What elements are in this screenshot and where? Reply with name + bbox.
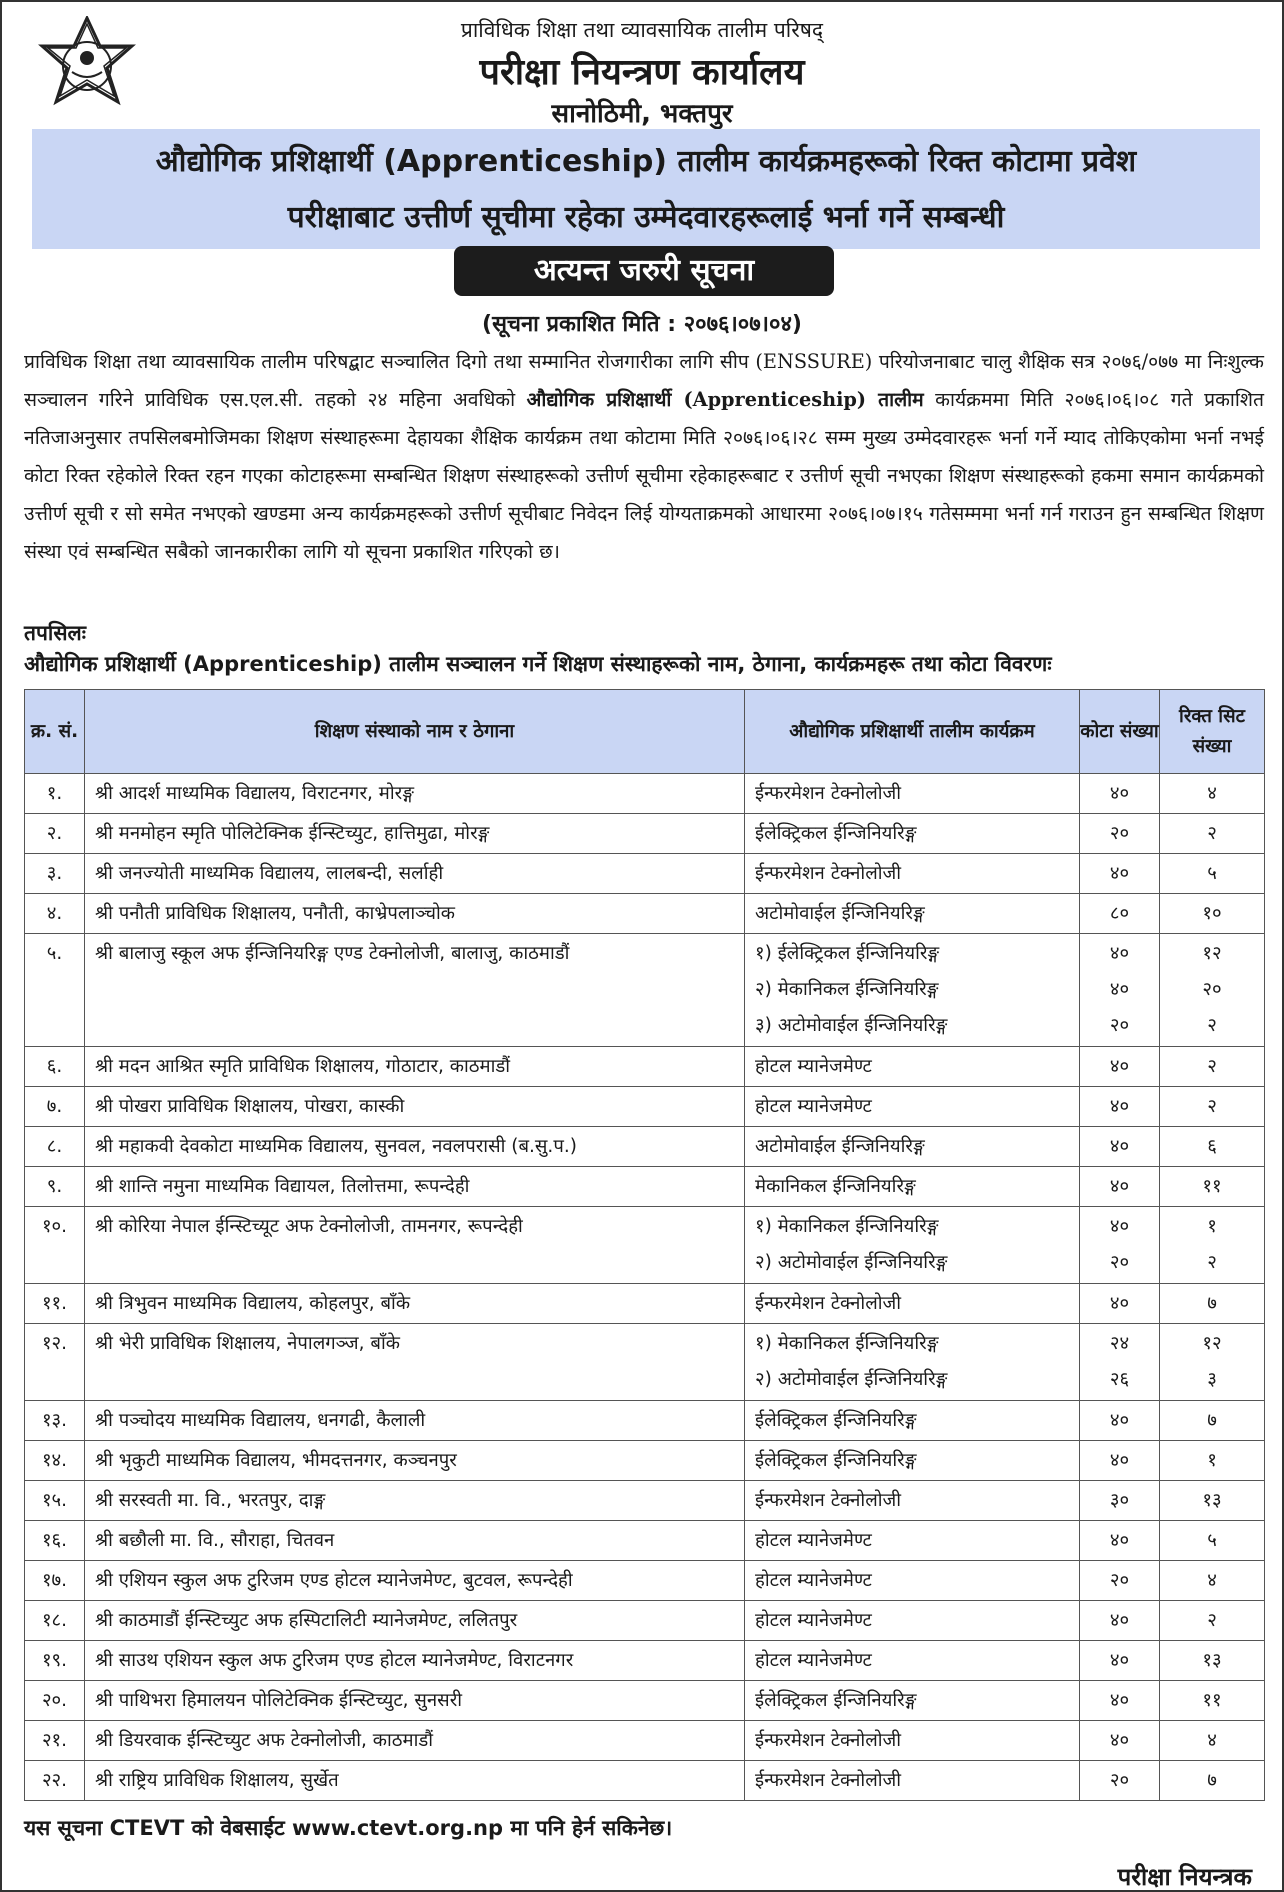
cell-sn: १८.	[25, 1601, 85, 1641]
cell-program	[745, 814, 1080, 854]
cell-quota	[1080, 894, 1160, 934]
cell-sn: १४.	[25, 1441, 85, 1481]
cell-vacant	[1160, 1521, 1265, 1561]
cell-sn: ८.	[25, 1127, 85, 1167]
cell-quota-item: ४०	[1109, 863, 1130, 884]
cell-quota	[1080, 1047, 1160, 1087]
cell-program	[745, 1047, 1080, 1087]
cell-program	[745, 1284, 1080, 1324]
cell-vacant	[1160, 1481, 1265, 1521]
cell-sn: २१.	[25, 1721, 85, 1761]
paragraph-bold: औद्योगिक प्रशिक्षार्थी (Apprenticeship) तालीम	[526, 388, 924, 411]
cell-vacant-item: ४	[1207, 1730, 1217, 1751]
cell-program	[745, 854, 1080, 894]
cell-vacant-item: २	[1207, 1610, 1217, 1631]
tapasil-label: तपसिलः	[24, 621, 87, 645]
cell-vacant-item: ११	[1202, 1176, 1222, 1197]
cell-vacant-item: १३	[1202, 1490, 1222, 1511]
org-subtitle: प्राविधिक शिक्षा तथा व्यावसायिक तालीम परिषद्	[460, 18, 824, 42]
cell-sn: २०.	[25, 1681, 85, 1721]
cell-vacant	[1160, 1324, 1265, 1401]
cell-institution: श्री भेरी प्राविधिक शिक्षालय, नेपालगञ्ज, बाँके	[85, 1324, 745, 1401]
org-address: सानोठिमी, भक्तपुर	[551, 99, 733, 129]
cell-sn: ६.	[25, 1047, 85, 1087]
cell-vacant	[1160, 934, 1265, 1047]
cell-program	[745, 1207, 1080, 1284]
cell-institution: श्री डियरवाक ईन्स्टिच्युट अफ टेक्नोलोजी, काठमाडौं	[85, 1721, 745, 1761]
cell-program-item: मेकानिकल ईन्जिनियरिङ्ग	[755, 1176, 916, 1197]
cell-quota-item: २०	[1109, 1015, 1130, 1036]
cell-quota	[1080, 1127, 1160, 1167]
cell-quota-item: ४०	[1109, 1056, 1130, 1077]
website-note: यस सूचना CTEVT को वेबसाईट www.ctevt.org.np मा पनि हेर्न सकिनेछ।	[24, 1816, 673, 1840]
cell-vacant	[1160, 1127, 1265, 1167]
cell-quota-item: २०	[1109, 1770, 1130, 1791]
cell-sn: २२.	[25, 1761, 85, 1801]
cell-program-item: होटल म्यानेजमेण्ट	[755, 1056, 872, 1077]
cell-quota-item: ४०	[1109, 1530, 1130, 1551]
cell-quota	[1080, 1481, 1160, 1521]
cell-program-item: ईन्फरमेशन टेक्नोलोजी	[755, 783, 902, 804]
cell-vacant	[1160, 1087, 1265, 1127]
cell-institution: श्री महाकवी देवकोटा माध्यमिक विद्यालय, सुनवल, नवलपरासी (ब.सु.प.)	[85, 1127, 745, 1167]
cell-quota-item: ४०	[1109, 1730, 1130, 1751]
cell-program-item: १) मेकानिकल ईन्जिनियरिङ्ग	[755, 1216, 939, 1237]
cell-vacant-item: ६	[1207, 1136, 1217, 1157]
cell-quota	[1080, 1641, 1160, 1681]
cell-vacant	[1160, 1681, 1265, 1721]
cell-vacant	[1160, 1167, 1265, 1207]
cell-quota-item: ४०	[1109, 1216, 1130, 1237]
cell-vacant-item: १३	[1202, 1650, 1222, 1671]
cell-program-item: अटोमोवाईल ईन्जिनियरिङ्ग	[755, 903, 925, 924]
cell-institution: श्री पञ्चोदय माध्यमिक विद्यालय, धनगढी, कैलाली	[85, 1401, 745, 1441]
cell-vacant-item: ४	[1207, 1570, 1217, 1591]
cell-program-item: ईन्फरमेशन टेक्नोलोजी	[755, 1490, 902, 1511]
cell-program	[745, 1681, 1080, 1721]
cell-vacant-item: ३	[1207, 1369, 1217, 1390]
table-row	[25, 1681, 1265, 1721]
cell-quota-item: ४०	[1109, 943, 1130, 964]
cell-quota	[1080, 1721, 1160, 1761]
cell-vacant	[1160, 1284, 1265, 1324]
cell-program-item: अटोमोवाईल ईन्जिनियरिङ्ग	[755, 1136, 925, 1157]
table-heading: औद्योगिक प्रशिक्षार्थी (Apprenticeship) तालीम सञ्चालन गर्ने शिक्षण संस्थाहरूको नाम, ठेगाना, कार्यक्रमहरू तथा कोटा विवरणः	[24, 652, 1052, 676]
cell-vacant	[1160, 894, 1265, 934]
col-header-vacant: रिक्त सिट संख्या	[1160, 690, 1265, 774]
cell-vacant	[1160, 1601, 1265, 1641]
cell-quota-item: ४०	[1109, 1096, 1130, 1117]
cell-vacant-item: ७	[1207, 1410, 1217, 1431]
notice-paragraph	[24, 343, 1264, 571]
cell-quota-item: ४०	[1109, 783, 1130, 804]
cell-quota	[1080, 1761, 1160, 1801]
cell-vacant-item: ११	[1202, 1690, 1222, 1711]
cell-quota-item: ४०	[1109, 1450, 1130, 1471]
cell-institution: श्री पाथिभरा हिमालयन पोलिटेक्निक ईन्स्टिच्युट, सुनसरी	[85, 1681, 745, 1721]
table-row	[25, 1521, 1265, 1561]
cell-vacant	[1160, 1641, 1265, 1681]
cell-vacant-item: १२	[1202, 1333, 1222, 1354]
cell-program	[745, 1441, 1080, 1481]
cell-program	[745, 1127, 1080, 1167]
cell-quota-item: २०	[1109, 1252, 1130, 1273]
cell-vacant-item: २०	[1202, 979, 1222, 1000]
table-row	[25, 894, 1265, 934]
cell-vacant-item: २	[1207, 1096, 1217, 1117]
cell-institution: श्री भृकुटी माध्यमिक विद्यालय, भीमदत्तनगर, कञ्चनपुर	[85, 1441, 745, 1481]
cell-program-item: ३) अटोमोवाईल ईन्जिनियरिङ्ग	[755, 1015, 948, 1036]
table-row	[25, 1401, 1265, 1441]
cell-institution: श्री साउथ एशियन स्कुल अफ टुरिजम एण्ड होटल म्यानेजमेण्ट, विराटनगर	[85, 1641, 745, 1681]
cell-quota	[1080, 1681, 1160, 1721]
cell-sn: ७.	[25, 1087, 85, 1127]
col-header-quota: कोटा संख्या	[1080, 690, 1160, 774]
cell-quota	[1080, 814, 1160, 854]
cell-program	[745, 774, 1080, 814]
table-row	[25, 1087, 1265, 1127]
table-body	[25, 774, 1265, 1801]
cell-institution: श्री शान्ति नमुना माध्यमिक विद्यायल, तिलोत्तमा, रूपन्देही	[85, 1167, 745, 1207]
signature: परीक्षा नियन्त्रक	[1117, 1863, 1252, 1891]
publish-date: (सूचना प्रकाशित मिति : २०७६।०७।०४)	[482, 312, 802, 337]
cell-program	[745, 1324, 1080, 1401]
table-row	[25, 934, 1265, 1047]
cell-program-item: होटल म्यानेजमेण्ट	[755, 1530, 872, 1551]
cell-quota-item: ४०	[1109, 1293, 1130, 1314]
paragraph-part-2: कार्यक्रममा मिति २०७६।०६।०८ गते प्रकाशित नतिजाअनुसार तपसिलबमोजिमका शिक्षण संस्थाहरूमा देहायका शैक्षिक कार्यक्रम तथा कोटामा मिति २०७६।०६।२८ सम्म मुख्य उम्मेदवारहरू भर्ना गर्ने म्याद तोकिएकोमा भर्ना नभई कोटा रिक्त रहेकोले रिक्त रहन गएका कोटाहरूमा सम्बन्धित शिक्षण संस्थाहरूको उत्तीर्ण सूचीमा रहेकाहरूबाट र उत्तीर्ण सूची नभएका शिक्षण संस्थाहरूको हकमा समान कार्यक्रमको उत्तीर्ण सूची र सो समेत नभएको खण्डमा अन्य कार्यक्रमहरूको उत्तीर्ण सूचीबाट निवेदन लिई योग्यताक्रमको आधारमा २०७६।०७।१५ गतेसम्ममा भर्ना गर्न गराउन हुन सम्बन्धित शिक्षण संस्था एवं सम्बन्धित सबैको जानकारीका लागि यो सूचना प्रकाशित गरिएको छ।	[24, 388, 1265, 563]
cell-quota-item: ४०	[1109, 1650, 1130, 1671]
cell-quota-item: ८०	[1109, 903, 1130, 924]
institution-table	[24, 689, 1265, 1801]
table-header-row	[25, 690, 1265, 774]
cell-sn: ४.	[25, 894, 85, 934]
cell-vacant	[1160, 1721, 1265, 1761]
cell-program-item: १) ईलेक्ट्रिकल ईन्जिनियरिङ्ग	[755, 943, 940, 964]
table-row	[25, 1047, 1265, 1087]
cell-program-item: २) अटोमोवाईल ईन्जिनियरिङ्ग	[755, 1369, 948, 1390]
cell-institution: श्री बछौली मा. वि., सौराहा, चितवन	[85, 1521, 745, 1561]
cell-quota	[1080, 1601, 1160, 1641]
cell-vacant	[1160, 854, 1265, 894]
cell-program-item: ईलेक्ट्रिकल ईन्जिनियरिङ्ग	[755, 1450, 917, 1471]
cell-institution: श्री जनज्योती माध्यमिक विद्यालय, लालबन्दी, सर्लाही	[85, 854, 745, 894]
cell-program	[745, 1561, 1080, 1601]
cell-program-item: २) अटोमोवाईल ईन्जिनियरिङ्ग	[755, 1252, 948, 1273]
cell-quota	[1080, 1284, 1160, 1324]
cell-institution: श्री मनमोहन स्मृति पोलिटेक्निक ईन्स्टिच्युट, हात्तिमुढा, मोरङ्ग	[85, 814, 745, 854]
cell-quota	[1080, 1167, 1160, 1207]
cell-program-item: ईलेक्ट्रिकल ईन्जिनियरिङ्ग	[755, 823, 917, 844]
cell-vacant	[1160, 1441, 1265, 1481]
cell-vacant	[1160, 1401, 1265, 1441]
cell-quota-item: ४०	[1109, 1136, 1130, 1157]
paragraph-part-1: प्राविधिक शिक्षा तथा व्यावसायिक तालीम परिषद्बाट सञ्चालित दिगो तथा सम्मानित रोजगारीका लागि सीप (ENSSURE) परियोजनाबाट चालु शैक्षिक सत्र २०७६/०७७ मा निःशुल्क सञ्चालन गरिने प्राविधिक एस.एल.सी. तहको २४ महिना अवधिको	[24, 350, 1264, 411]
urgent-notice-label: अत्यन्त जरुरी सूचना	[454, 246, 834, 296]
cell-sn: १३.	[25, 1401, 85, 1441]
cell-vacant-item: १	[1207, 1216, 1217, 1237]
cell-program	[745, 1601, 1080, 1641]
cell-quota-item: २६	[1109, 1369, 1130, 1390]
cell-program	[745, 934, 1080, 1047]
table-row	[25, 1601, 1265, 1641]
cell-quota	[1080, 1087, 1160, 1127]
cell-vacant-item: २	[1207, 1015, 1217, 1036]
cell-program-item: ईलेक्ट्रिकल ईन्जिनियरिङ्ग	[755, 1690, 917, 1711]
table-row	[25, 1641, 1265, 1681]
cell-vacant	[1160, 774, 1265, 814]
cell-program-item: होटल म्यानेजमेण्ट	[755, 1570, 872, 1591]
table-row	[25, 1324, 1265, 1401]
cell-sn: १९.	[25, 1641, 85, 1681]
org-title: परीक्षा नियन्त्रण कार्यालय	[479, 52, 805, 93]
table-row	[25, 1127, 1265, 1167]
cell-institution: श्री राष्ट्रिय प्राविधिक शिक्षालय, सुर्खेत	[85, 1761, 745, 1801]
cell-institution: श्री कोरिया नेपाल ईन्स्टिच्यूट अफ टेक्नोलोजी, तामनगर, रूपन्देही	[85, 1207, 745, 1284]
cell-quota-item: ४०	[1109, 1176, 1130, 1197]
cell-program	[745, 1641, 1080, 1681]
cell-vacant-item: २	[1207, 1252, 1217, 1273]
cell-quota	[1080, 934, 1160, 1047]
cell-vacant	[1160, 814, 1265, 854]
cell-institution: श्री बालाजु स्कूल अफ ईन्जिनियरिङ्ग एण्ड टेक्नोलोजी, बालाजु, काठमाडौं	[85, 934, 745, 1047]
table-row	[25, 814, 1265, 854]
cell-program-item: होटल म्यानेजमेण्ट	[755, 1096, 872, 1117]
table-row	[25, 1481, 1265, 1521]
cell-sn: १०.	[25, 1207, 85, 1284]
cell-vacant	[1160, 1761, 1265, 1801]
table-row	[25, 1561, 1265, 1601]
cell-quota-item: ४०	[1109, 979, 1130, 1000]
cell-vacant-item: २	[1207, 823, 1217, 844]
table-row	[25, 1441, 1265, 1481]
cell-vacant-item: १०	[1202, 903, 1222, 924]
table-row	[25, 1167, 1265, 1207]
cell-vacant-item: २	[1207, 1056, 1217, 1077]
cell-quota	[1080, 774, 1160, 814]
notice-title-banner	[32, 129, 1260, 249]
cell-program-item: ईलेक्ट्रिकल ईन्जिनियरिङ्ग	[755, 1410, 917, 1431]
cell-quota	[1080, 1207, 1160, 1284]
cell-vacant	[1160, 1207, 1265, 1284]
cell-program-item: ईन्फरमेशन टेक्नोलोजी	[755, 1730, 902, 1751]
cell-sn: १७.	[25, 1561, 85, 1601]
table-row	[25, 1721, 1265, 1761]
cell-quota-item: २०	[1109, 1570, 1130, 1591]
cell-sn: ३.	[25, 854, 85, 894]
cell-institution: श्री पनौती प्राविधिक शिक्षालय, पनौती, काभ्रेपलाञ्चोक	[85, 894, 745, 934]
cell-sn: ११.	[25, 1284, 85, 1324]
cell-institution: श्री त्रिभुवन माध्यमिक विद्यालय, कोहलपुर, बाँके	[85, 1284, 745, 1324]
cell-sn: १५.	[25, 1481, 85, 1521]
cell-program-item: ईन्फरमेशन टेक्नोलोजी	[755, 1770, 902, 1791]
cell-program-item: ईन्फरमेशन टेक्नोलोजी	[755, 1293, 902, 1314]
cell-program-item: १) मेकानिकल ईन्जिनियरिङ्ग	[755, 1333, 939, 1354]
cell-vacant	[1160, 1047, 1265, 1087]
cell-quota-item: ४०	[1109, 1690, 1130, 1711]
cell-sn: ९.	[25, 1167, 85, 1207]
cell-quota-item: ४०	[1109, 1610, 1130, 1631]
cell-institution: श्री सरस्वती मा. वि., भरतपुर, दाङ्ग	[85, 1481, 745, 1521]
cell-institution: श्री मदन आश्रित स्मृति प्राविधिक शिक्षालय, गोठाटार, काठमाडौं	[85, 1047, 745, 1087]
cell-institution: श्री आदर्श माध्यमिक विद्यालय, विराटनगर, मोरङ्ग	[85, 774, 745, 814]
cell-program	[745, 1087, 1080, 1127]
cell-program	[745, 1401, 1080, 1441]
cell-sn: ५.	[25, 934, 85, 1047]
cell-quota	[1080, 854, 1160, 894]
cell-vacant-item: ४	[1207, 783, 1217, 804]
banner-line-2: परीक्षाबाट उत्तीर्ण सूचीमा रहेका उम्मेदवारहरूलाई भर्ना गर्ने सम्बन्धी	[287, 200, 1005, 235]
cell-program-item: २) मेकानिकल ईन्जिनियरिङ्ग	[755, 979, 939, 1000]
table-row	[25, 1284, 1265, 1324]
cell-quota	[1080, 1324, 1160, 1401]
cell-program	[745, 894, 1080, 934]
col-header-sn: क्र. सं.	[25, 690, 85, 774]
cell-quota	[1080, 1561, 1160, 1601]
cell-institution: श्री काठमाडौं ईन्स्टिच्युट अफ हस्पिटालिटी म्यानेजमेण्ट, ललितपुर	[85, 1601, 745, 1641]
cell-program	[745, 1721, 1080, 1761]
cell-sn: १६.	[25, 1521, 85, 1561]
cell-program	[745, 1167, 1080, 1207]
cell-quota-item: २०	[1109, 823, 1130, 844]
banner-line-1: औद्योगिक प्रशिक्षार्थी (Apprenticeship) तालीम कार्यक्रमहरूको रिक्त कोटामा प्रवेश	[155, 144, 1137, 179]
cell-program-item: होटल म्यानेजमेण्ट	[755, 1610, 872, 1631]
cell-quota-item: ३०	[1109, 1490, 1130, 1511]
cell-quota-item: ४०	[1109, 1410, 1130, 1431]
cell-vacant-item: ५	[1207, 1530, 1217, 1551]
col-header-program: औद्योगिक प्रशिक्षार्थी तालीम कार्यक्रम	[745, 690, 1080, 774]
cell-program-item: ईन्फरमेशन टेक्नोलोजी	[755, 863, 902, 884]
cell-quota-item: २४	[1109, 1333, 1130, 1354]
table-row	[25, 774, 1265, 814]
cell-vacant-item: ७	[1207, 1293, 1217, 1314]
cell-program-item: होटल म्यानेजमेण्ट	[755, 1650, 872, 1671]
table-row	[25, 1207, 1265, 1284]
cell-sn: २.	[25, 814, 85, 854]
cell-program	[745, 1761, 1080, 1801]
cell-vacant-item: ७	[1207, 1770, 1217, 1791]
cell-vacant-item: ५	[1207, 863, 1217, 884]
cell-program	[745, 1521, 1080, 1561]
cell-quota	[1080, 1441, 1160, 1481]
cell-vacant-item: १	[1207, 1450, 1217, 1471]
cell-program	[745, 1481, 1080, 1521]
col-header-institution: शिक्षण संस्थाको नाम र ठेगाना	[85, 690, 745, 774]
cell-quota	[1080, 1401, 1160, 1441]
cell-vacant	[1160, 1561, 1265, 1601]
cell-sn: १.	[25, 774, 85, 814]
cell-institution: श्री पोखरा प्राविधिक शिक्षालय, पोखरा, कास्की	[85, 1087, 745, 1127]
cell-vacant-item: १२	[1202, 943, 1222, 964]
cell-sn: १२.	[25, 1324, 85, 1401]
table-row	[25, 1761, 1265, 1801]
cell-quota	[1080, 1521, 1160, 1561]
cell-institution: श्री एशियन स्कुल अफ टुरिजम एण्ड होटल म्यानेजमेण्ट, बुटवल, रूपन्देही	[85, 1561, 745, 1601]
table-row	[25, 854, 1265, 894]
